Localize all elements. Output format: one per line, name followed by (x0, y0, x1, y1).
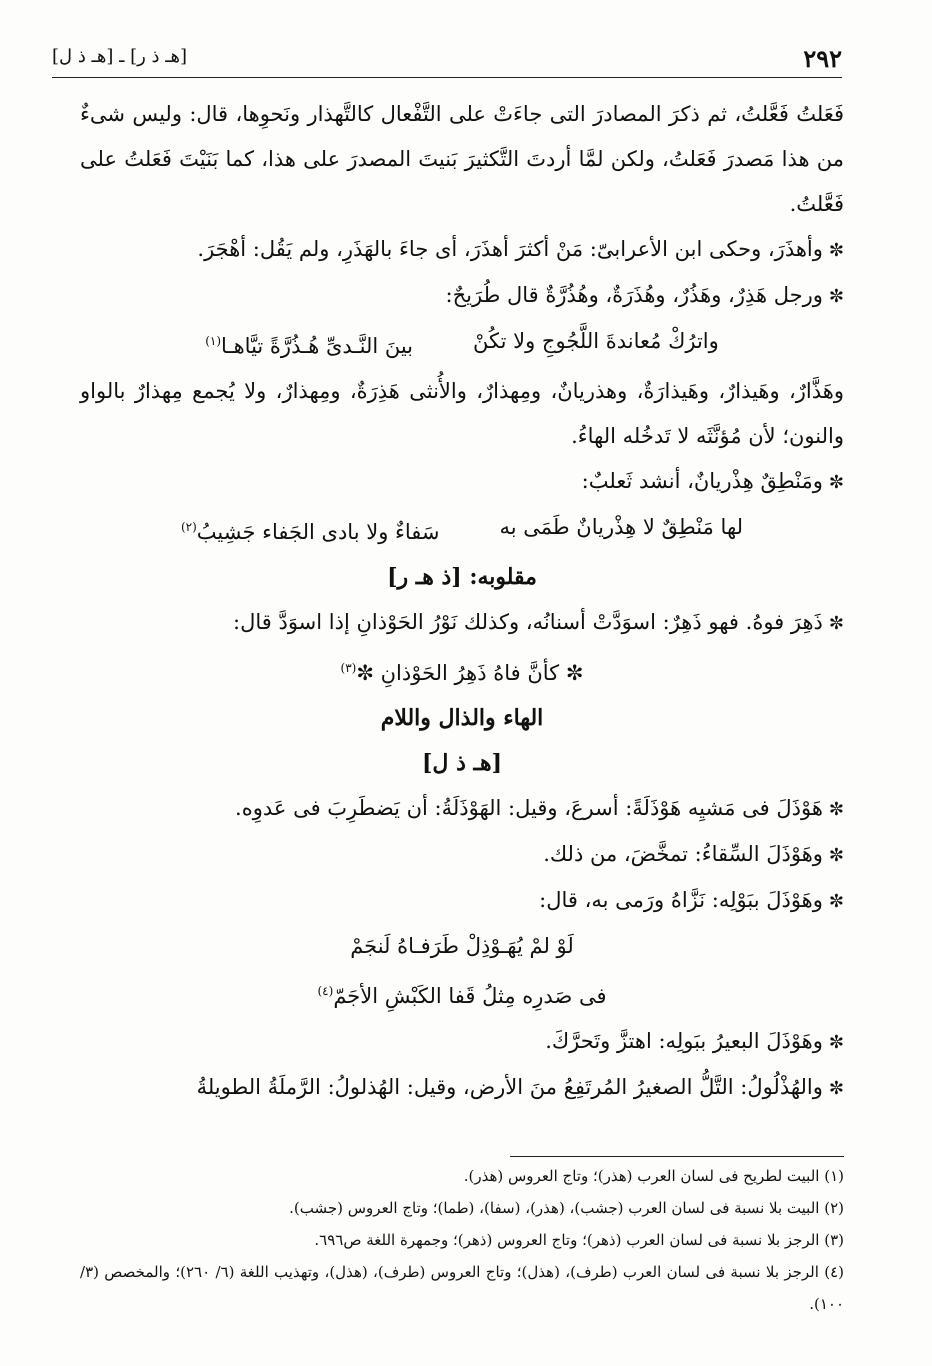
entry-paragraph: ✼ والهُذْلُولُ: التَّلُّ الصغيرُ المُرتَفِعُ منَ الأرض، وقيل: الهُذلولُ: الرَّملَةُ الطويلةُ (80, 1065, 844, 1111)
footnote: (١) البيت لطريح فى لسان العرب (هذر)؛ وتاج العروس (هذر). (463, 1167, 844, 1185)
footnote: (٢) البيت بلا نسبة فى لسان العرب (جشب)، (هذر)، (سفا)، (طما)؛ وتاج العروس (جشب). (289, 1199, 844, 1217)
entry-paragraph: ✼ وهَوْذَلَ السِّقاءُ: تمخَّضَ، من ذلك. (80, 832, 844, 878)
entry-paragraph: ✼ ذَهِرَ فوهُ. فهو ذَهِرٌ: اسوَدَّتْ أسنانُه، وكذلك نَوْرُ الحَوْذانِ إذا اسوَدَّ قال: (80, 600, 844, 646)
main-text (80, 92, 844, 1111)
entry-paragraph: ✼ ومَنْطِقٌ هِذْريانٌ، أنشد ثَعلبٌ: (80, 459, 844, 505)
footnote-ref: (٣) (340, 661, 357, 675)
verse-hemistich: سَفاءٌ ولا بادى الجَفاء جَشِيبُ (196, 520, 440, 544)
verse-text: فى صَدرِه مِثلُ قَفا الكَبْشِ الأجَمّ (333, 984, 607, 1008)
verse-line (80, 646, 844, 696)
verse-hemistich: لها مَنْطِقٌ لا هِذْريانٌ طَمَى به (499, 515, 744, 539)
entry-paragraph: ✼ ورجل هَذِرٌ، وهَذُرٌ، وهُذَرَةٌ، وهُذُرَّةٌ قال طُرَيحٌ: (80, 273, 844, 319)
verse-text: ✼ كأنَّ فاهُ ذَهِرُ الحَوْذانِ ✼ (356, 661, 584, 685)
footnote: (٣) الرجز بلا نسبة فى لسان العرب (ذهر)؛ وتاج العروس (ذهر)؛ وجمهرة اللغة ص٦٩٦. (314, 1231, 844, 1249)
page-header (52, 42, 842, 72)
section-heading: مقلوبه: [ذ هـ ر] (387, 564, 537, 590)
chapter-heading: الهاء والذال واللام (380, 705, 544, 731)
entry-paragraph: ✼ وهَوْذَلَ البعيرُ ببَولِه: اهتزَّ وتَحرَّكَ. (80, 1019, 844, 1065)
footnote-ref: (٢) (180, 520, 197, 534)
root-heading: [هـ ذ ل] (422, 750, 502, 776)
verse-hemistich-group (181, 505, 440, 555)
header-rule (52, 77, 842, 78)
footnote-ref: (١) (205, 334, 222, 348)
running-head: [هـ ذ ر] ـ [هـ ذ ل] (52, 46, 188, 67)
footnote: (٤) الرجز بلا نسبة فى لسان العرب (طرف)، (هذل)؛ وتاج العروس (طرف)، (هذل)، وتهذيب اللغة (٦/ ٢٦٠)؛ والمخصص (٣/ ١٠٠). (80, 1263, 844, 1313)
page-number: ٢٩٢ (803, 44, 842, 73)
verse-line (80, 969, 844, 1019)
footnote-rule (510, 1156, 844, 1157)
entry-paragraph: ✼ هَوْذَلَ فى مَشيِه هَوْذَلَةً: أسرعَ، وقيل: الهَوْذَلَةُ: أن يَضطَرِبَ فى عَدوِه. (80, 786, 844, 832)
footnote-ref: (٤) (317, 984, 334, 998)
verse-hemistich: بينَ النَّـدىِّ هُـذُرَّةً تيَّاهـا (221, 334, 414, 358)
verse-line: لَوْ لمْ يُهَـوْذِلْ طَرَفـاهُ لَنجَمْ (350, 934, 574, 958)
entry-paragraph: ✼ وأهذَرَ، وحكى ابن الأعرابىّ: مَنْ أكثرَ أهذَرَ، أى جاءَ بالهَذَرِ، ولم يَقُل: أهْجَرَ. (80, 227, 844, 273)
paragraph: وهَذَّارٌ، وهَيذارٌ، وهَيذارَةٌ، وهذريانٌ، ومِهذارٌ، والأُنثى هَذِرَةٌ، ومِهذارٌ، ولا يُجمع مِهذارٌ بالواو والنون؛ لأن مُؤنَّثَه لا تَدخُله الهاءُ. (80, 379, 844, 448)
footnotes (80, 1160, 844, 1320)
verse-line (120, 505, 804, 555)
verse-hemistich-group (205, 319, 413, 369)
verse-hemistich: واترُكْ مُعاندةَ اللَّجُوجِ ولا تكُنْ (473, 329, 719, 353)
verse-line (120, 319, 804, 369)
entry-paragraph: ✼ وهَوْذَلَ ببَوْلِه: نَزَّاهُ ورَمى به، قال: (80, 878, 844, 924)
paragraph: فَعَلتُ فَعَّلتُ، ثم ذكرَ المصادرَ التى جاءَتْ على التَّفْعال كالتَّهذار ونَحوِها، قال: وليس شىءٌ من هذا مَصدرَ فَعَلتُ، ولكن لمَّا أردتَ التَّكثيرَ بَنيتَ المصدرَ على هذا، كما بَنَيْتَ فَعَلتُ على فَعَّلتُ. (80, 102, 844, 216)
